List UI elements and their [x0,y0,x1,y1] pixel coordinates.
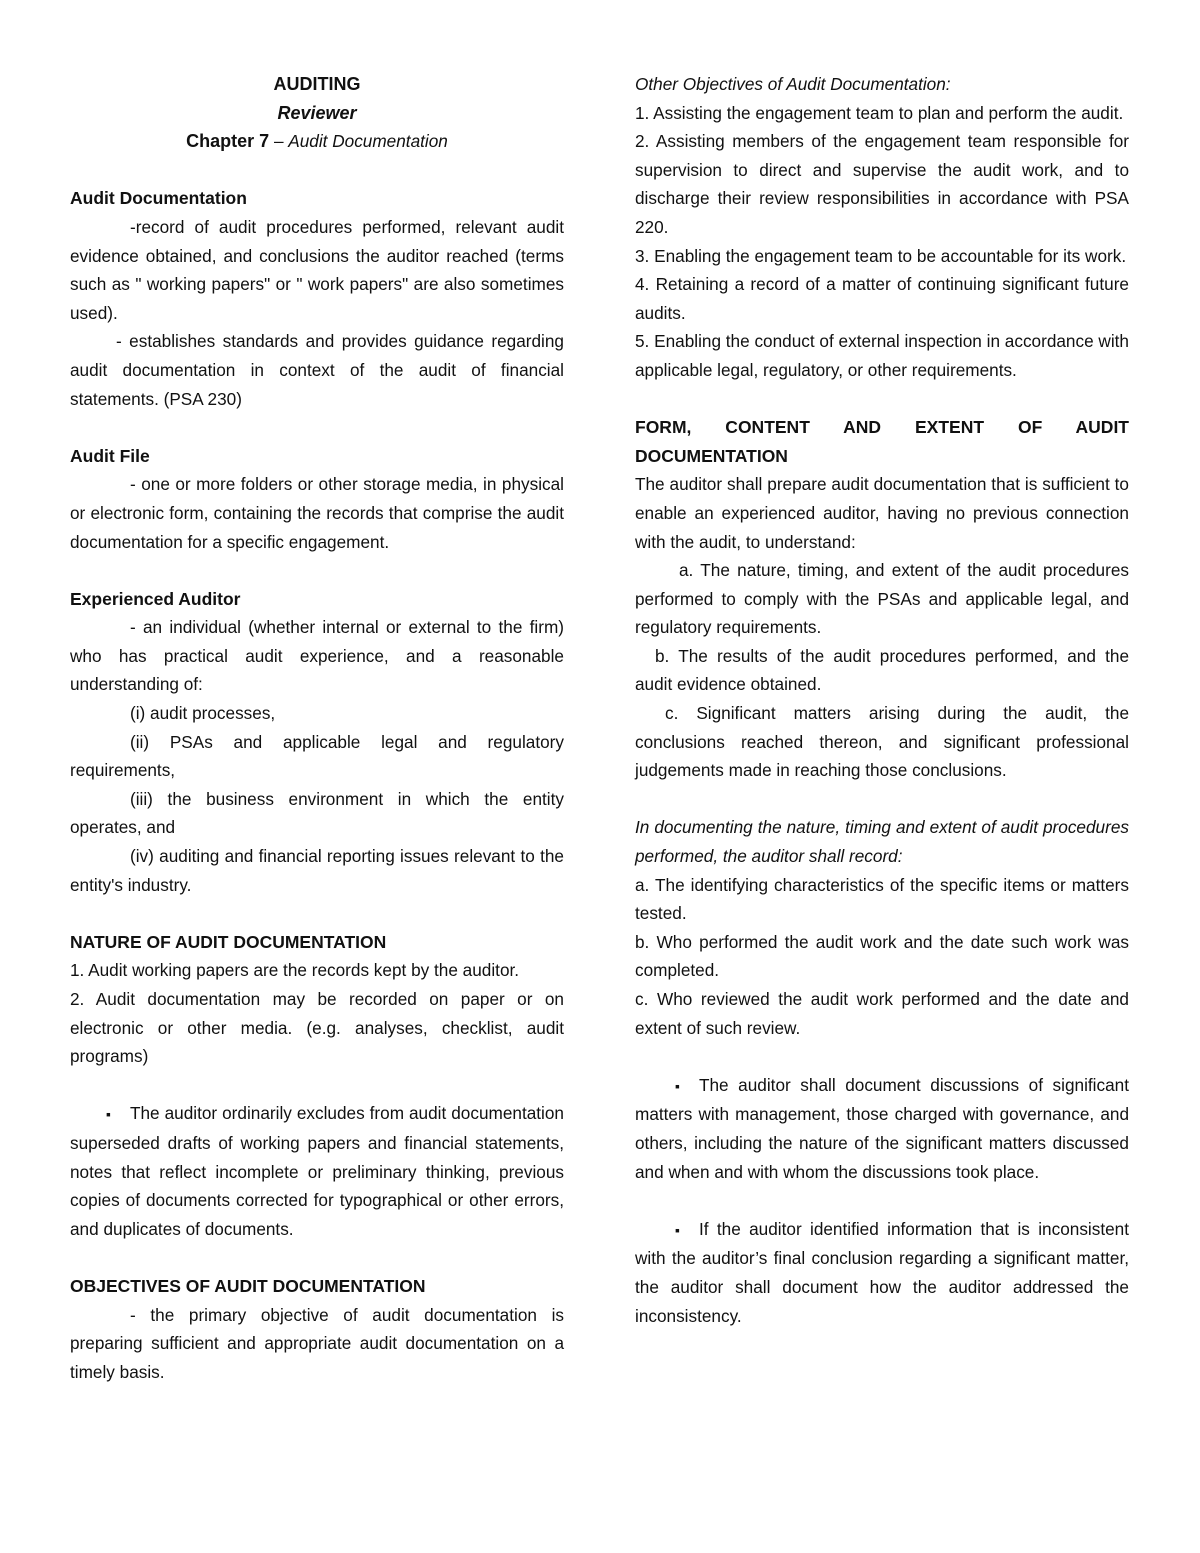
list-item: (ii) PSAs and applicable legal and regulatory requirements, [70,731,564,781]
audit-documentation-standard: - establishes standards and provides guidance regarding audit documentation in context of the audit of financial statements. (PSA 230) [70,331,564,409]
list-item: (i) audit processes, [130,703,276,724]
bullet-paragraph [635,1215,1129,1330]
form-intro: The auditor shall prepare audit documentation that is sufficient to enable an experienced auditor, having no previous connection with the audit, to understand: [635,474,1129,552]
list-item: 2. Audit documentation may be recorded on paper or on electronic or other media. (e.g. analyses, checklist, audit programs) [70,989,564,1067]
audit-file-definition: - one or more folders or other storage media, in physical or electronic form, containing the records that comprise the audit documentation for a specific engagement. [70,474,564,552]
list-item: 4. Retaining a record of a matter of continuing significant future audits. [635,274,1129,323]
audit-documentation-heading: Audit Documentation [70,188,247,209]
chapter-dash: – [269,131,289,152]
list-item: a. The nature, timing, and extent of the audit procedures performed to comply with the PSAs and applicable legal, and regulatory requirements. [635,560,1129,638]
form-content-extent-heading: FORM, CONTENT AND EXTENT OF AUDIT DOCUMENTATION [635,417,1129,466]
bullet-text: If the auditor identified information that is inconsistent with the auditor’s final conclusion regarding a significant matter, the auditor shall document how the auditor addressed the inconsistency. [635,1218,1129,1326]
list-item: c. Significant matters arising during the audit, the conclusions reached thereon, and significant professional judgements made in reaching those conclusions. [635,703,1129,781]
objectives-definition: - the primary objective of audit documentation is preparing sufficient and appropriate audit documentation on a timely basis. [70,1304,564,1382]
left-column [70,70,564,1386]
square-bullet-icon [675,1071,685,1101]
list-item: a. The identifying characteristics of the specific items or matters tested. [635,874,1129,924]
list-item: b. Who performed the audit work and the date such work was completed. [635,931,1129,981]
list-item: 1. Assisting the engagement team to plan and perform the audit. [635,102,1124,123]
document-title: AUDITING [273,74,361,94]
bullet-text: The auditor ordinarily excludes from audit documentation superseded drafts of working papers and financial statements, notes that reflect incomplete or preliminary thinking, previous copies of documents corrected for typographical or other errors, and duplicates of documents. [70,1103,564,1239]
objectives-heading: OBJECTIVES OF AUDIT DOCUMENTATION [70,1275,426,1296]
nature-heading: NATURE OF AUDIT DOCUMENTATION [70,931,387,952]
bullet-paragraph [635,1071,1129,1186]
list-item: 1. Audit working papers are the records kept by the auditor. [70,960,520,981]
list-item: 5. Enabling the conduct of external inspection in accordance with applicable legal, regulatory, or other requirements. [635,331,1129,380]
audit-documentation-definition: -record of audit procedures performed, relevant audit evidence obtained, and conclusions the auditor reached (terms such as " working papers" or " work papers" are also sometimes used). [70,216,564,323]
other-objectives-heading: Other Objectives of Audit Documentation: [635,74,951,94]
chapter-topic: Audit Documentation [288,131,448,152]
list-item: (iv) auditing and financial reporting issues relevant to the entity's industry. [70,846,564,895]
list-item: 3. Enabling the engagement team to be accountable for its work. [635,245,1127,266]
list-item: b. The results of the audit procedures performed, and the audit evidence obtained. [635,645,1129,695]
bullet-paragraph [70,1099,564,1243]
document-subtitle: Reviewer [277,102,357,123]
list-item: 2. Assisting members of the engagement team responsible for supervision to direct and supervise the audit work, and to discharge their review responsibilities in accordance with PSA 220. [635,131,1129,237]
square-bullet-icon [106,1099,116,1129]
bullet-text: The auditor shall document discussions of significant matters with management, those charged with governance, and others, including the nature of the significant matters discussed and when and with whom the discussions took place. [635,1074,1129,1182]
experienced-auditor-heading: Experienced Auditor [70,588,241,609]
list-item: c. Who reviewed the audit work performed and the date and extent of such review. [635,989,1129,1038]
square-bullet-icon [675,1215,685,1245]
right-column [635,70,1129,1330]
chapter-number: Chapter 7 [186,131,270,152]
chapter-heading [70,127,564,156]
list-item: (iii) the business environment in which the entity operates, and [70,788,564,838]
documenting-heading: In documenting the nature, timing and extent of audit procedures performed, the auditor shall record: [635,817,1129,867]
audit-file-heading: Audit File [70,445,150,466]
experienced-auditor-definition: - an individual (whether internal or external to the firm) who has practical audit experience, and a reasonable understanding of: [70,617,564,695]
